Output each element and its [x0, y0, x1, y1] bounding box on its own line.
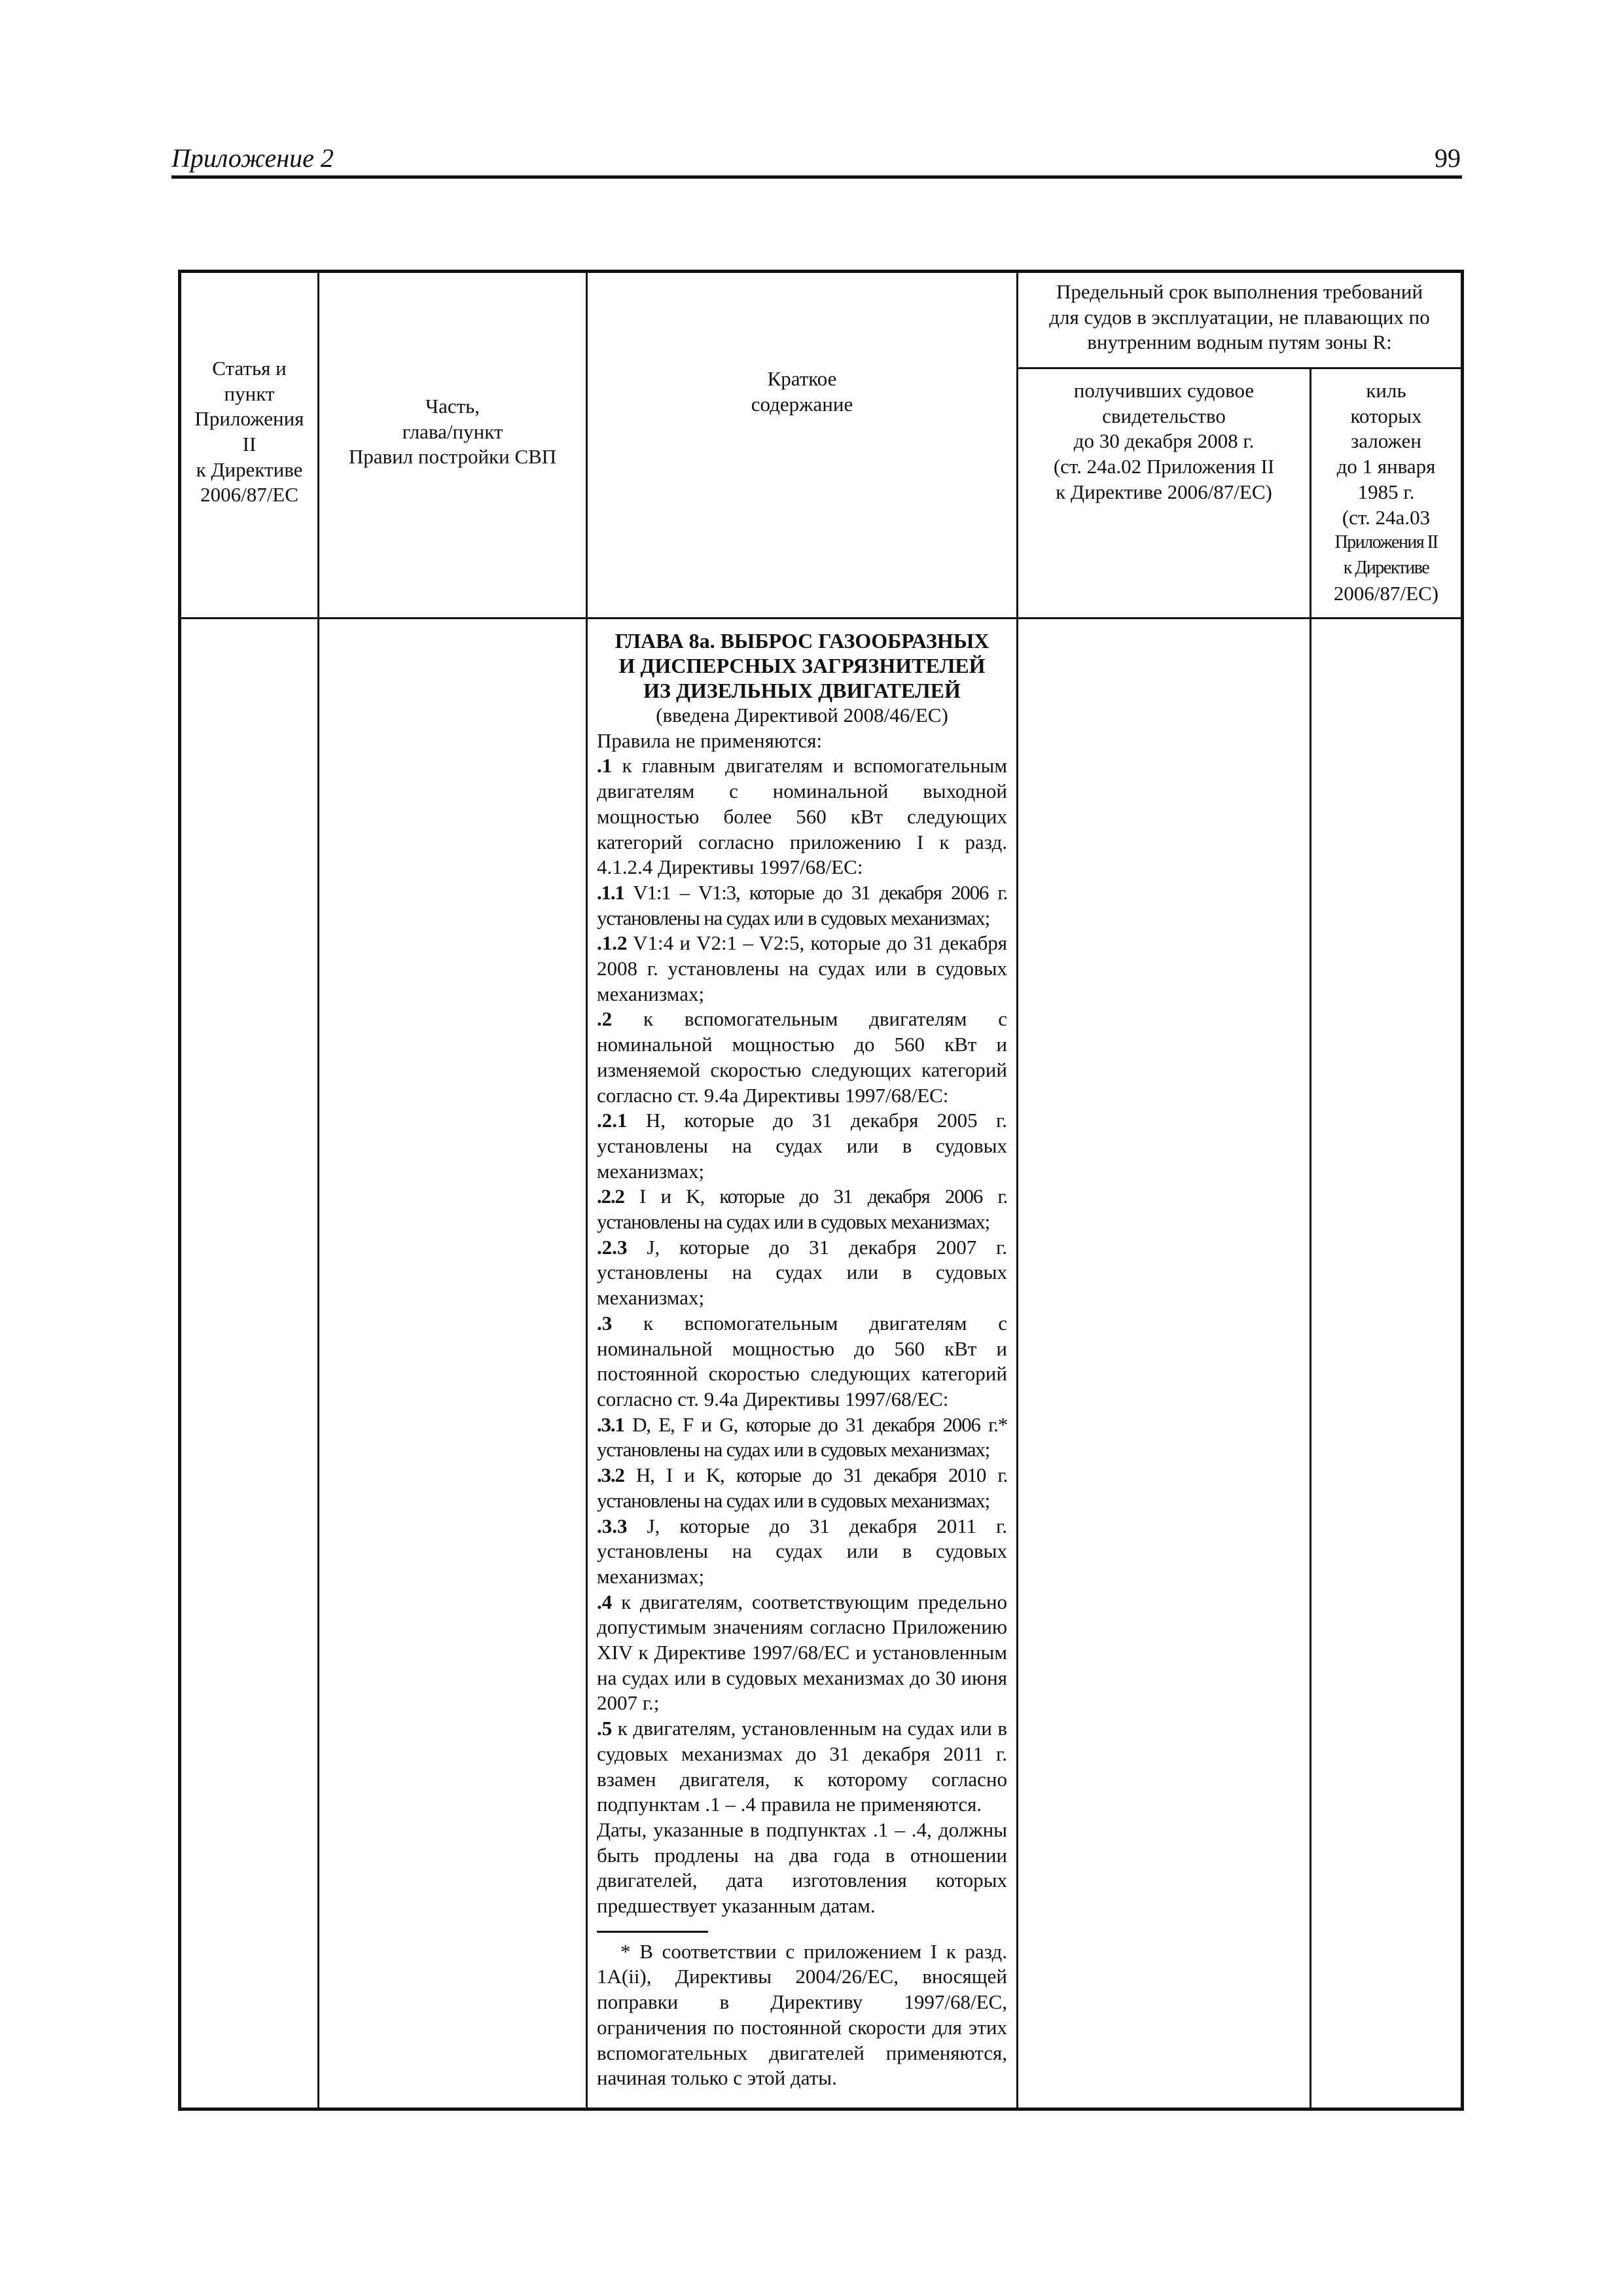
paragraph-number: .2.3	[597, 1235, 628, 1259]
header-line: 2006/87/EC	[200, 483, 298, 507]
paragraph-number: .3	[597, 1311, 613, 1335]
header-line: Приложения II	[1334, 532, 1438, 553]
header-line: II	[242, 433, 257, 456]
footnote-rule	[597, 1931, 708, 1933]
paragraph	[597, 1311, 1007, 1412]
footnote: * В соответствии с приложением I к разд. 1A(ii), Директивы 2004/26/EC, вносящей поправки в Директиву 1997/68/EC, ограничения по постоянной скорости для этих вспомогательных двигателей применяются, начиная только с этой даты.	[597, 1939, 1007, 2090]
header-rule	[171, 175, 1462, 179]
header-part	[319, 272, 587, 619]
header-line: (ст. 24а.03	[1342, 505, 1431, 529]
paragraph	[597, 1412, 1007, 1463]
paragraph-number: .2.1	[597, 1109, 628, 1132]
chapter-title-line: ГЛАВА 8а. ВЫБРОС ГАЗООБРАЗНЫХ	[615, 629, 990, 653]
header-line: которых	[1350, 404, 1422, 427]
paragraph-number: .1.1	[597, 880, 624, 904]
paragraph-text: к главным двигателям и вспомогательным двигателям с номинальной выходной мощностью более 560 кВт следующих категорий согласно приложению I к разд. 4.1.2.4 Директивы 1997/68/EC:	[597, 754, 1007, 879]
paragraph	[597, 1463, 1007, 1513]
paragraph	[597, 880, 1007, 931]
paragraph	[597, 1716, 1007, 1818]
header-line: содержание	[751, 392, 853, 416]
paragraph-number: .5	[597, 1717, 613, 1740]
paragraph	[597, 1007, 1007, 1108]
header-line: до 30 декабря 2008 г.	[1073, 429, 1255, 453]
header-certificate	[1018, 368, 1311, 619]
header-line: к Директиве 2006/87/EC)	[1056, 480, 1272, 503]
paragraph-text: к вспомогательным двигателям с номинальной мощностью до 560 кВт и постоянной скоростью следующих категорий согласно ст. 9.4а Директивы 1997/68/EC:	[597, 1311, 1007, 1410]
paragraph-number: .1.2	[597, 931, 628, 955]
header-line: Правил постройки СВП	[348, 445, 557, 469]
paragraph	[597, 1514, 1007, 1590]
paragraph	[597, 1108, 1007, 1184]
paragraph-number: .1	[597, 754, 613, 778]
paragraph-text: к двигателям, установленным на судах или в судовых механизмах до 31 декабря 2011 г. взамен двигателя, к которому согласно подпунктам .1 – .4 правила не применяются.	[597, 1717, 1007, 1816]
chapter-title-line: ИЗ ДИЗЕЛЬНЫХ ДВИГАТЕЛЕЙ	[643, 679, 961, 702]
header-line: 1985 г.	[1357, 480, 1415, 503]
header-keel	[1311, 368, 1463, 619]
header-article	[180, 272, 319, 619]
paragraph-text: V1:1 – V1:3, которые до 31 декабря 2006 г. установлены на судах или в судовых механизмах;	[597, 880, 1007, 929]
header-line: (ст. 24а.02 Приложения II	[1053, 455, 1275, 478]
paragraph-text: I и K, которые до 31 декабря 2006 г. установлены на судах или в судовых механизмах;	[597, 1185, 1007, 1234]
header-line: киль	[1366, 379, 1406, 402]
header-line: 2006/87/EC)	[1333, 581, 1439, 605]
chapter-title-line: И ДИСПЕРСНЫХ ЗАГРЯЗНИТЕЛЕЙ	[618, 654, 986, 677]
paragraph-text: к двигателям, соответствующим предельно допустимым значениям согласно Приложению XIV к Директиве 1997/68/EC и установленным на судах или в судовых механизмах до 30 июня 2007 г.;	[597, 1590, 1007, 1715]
header-line: к Директиве	[1343, 557, 1429, 578]
paragraph-text: J, которые до 31 декабря 2011 г. установлены на судах или в судовых механизмах;	[597, 1514, 1007, 1588]
paragraph-text: H, I и K, которые до 31 декабря 2010 г. установлены на судах или в судовых механизмах;	[597, 1463, 1007, 1512]
header-line: Предельный срок выполнения требований	[1056, 280, 1423, 303]
header-line: глава/пункт	[402, 420, 503, 443]
paragraph-text: J, которые до 31 декабря 2007 г. установлены на судах или в судовых механизмах;	[597, 1235, 1007, 1310]
cell-part	[319, 619, 587, 2109]
paragraph-text: к вспомогательным двигателям с номинальной мощностью до 560 кВт и изменяемой скоростью следующих категорий согласно ст. 9.4а Директивы 1997/68/EC:	[597, 1007, 1007, 1107]
header-line: для судов в эксплуатации, не плавающих по	[1049, 305, 1430, 329]
paragraph-number: .3.2	[597, 1463, 624, 1487]
header-line: к Директиве	[196, 457, 303, 481]
paragraph	[597, 1590, 1007, 1717]
header-deadline-group	[1018, 272, 1463, 368]
running-header	[171, 141, 1461, 179]
paragraph-text: D, E, F и G, которые до 31 декабря 2006 г.* установлены на судах или в судовых механизмах;	[597, 1412, 1007, 1462]
requirements-table	[178, 270, 1464, 2111]
paragraph-text: Правила не применяются:	[597, 728, 823, 752]
paragraph-number: .2.2	[597, 1185, 624, 1208]
header-line: Приложения	[194, 407, 304, 431]
cell-certificate-deadline	[1018, 619, 1311, 2109]
paragraph-number: .3.1	[597, 1412, 624, 1436]
cell-keel-deadline	[1311, 619, 1463, 2109]
header-line: Краткое	[767, 367, 837, 390]
header-line: заложен	[1351, 429, 1421, 453]
paragraph	[597, 931, 1007, 1007]
paragraph	[597, 1235, 1007, 1311]
paragraph-text: H, которые до 31 декабря 2005 г. установлены на судах или в судовых механизмах;	[597, 1109, 1007, 1183]
header-line: получивших судовое	[1073, 379, 1255, 402]
running-title: Приложение 2	[171, 143, 334, 173]
header-line: внутренним водным путям зоны R:	[1087, 331, 1392, 354]
header-line: Часть,	[425, 394, 480, 418]
cell-article	[180, 619, 319, 2109]
paragraph	[597, 1184, 1007, 1234]
header-line: пункт	[224, 382, 275, 405]
paragraph-number: .4	[597, 1590, 613, 1613]
paragraph	[597, 753, 1007, 880]
header-line: до 1 января	[1336, 455, 1436, 478]
paragraph	[597, 1818, 1007, 1919]
cell-summary	[587, 619, 1018, 2109]
paragraph-text: V1:4 и V2:1 – V2:5, которые до 31 декабря 2008 г. установлены на судах или в судовых механизмах;	[597, 931, 1007, 1005]
header-line: Статья и	[212, 356, 287, 380]
paragraph-number: .3.3	[597, 1514, 628, 1537]
header-line: свидетельство	[1102, 404, 1226, 427]
chapter-title	[597, 628, 1007, 703]
introduced-note: (введена Директивой 2008/46/EC)	[656, 704, 948, 726]
paragraph-number: .2	[597, 1007, 613, 1031]
paragraph	[597, 728, 1007, 754]
paragraph-text: Даты, указанные в подпунктах .1 – .4, должны быть продлены на два года в отношении двигателей, дата изготовления которых предшествует указанным датам.	[597, 1818, 1007, 1918]
header-summary	[587, 272, 1018, 619]
page-number: 99	[1435, 143, 1461, 173]
